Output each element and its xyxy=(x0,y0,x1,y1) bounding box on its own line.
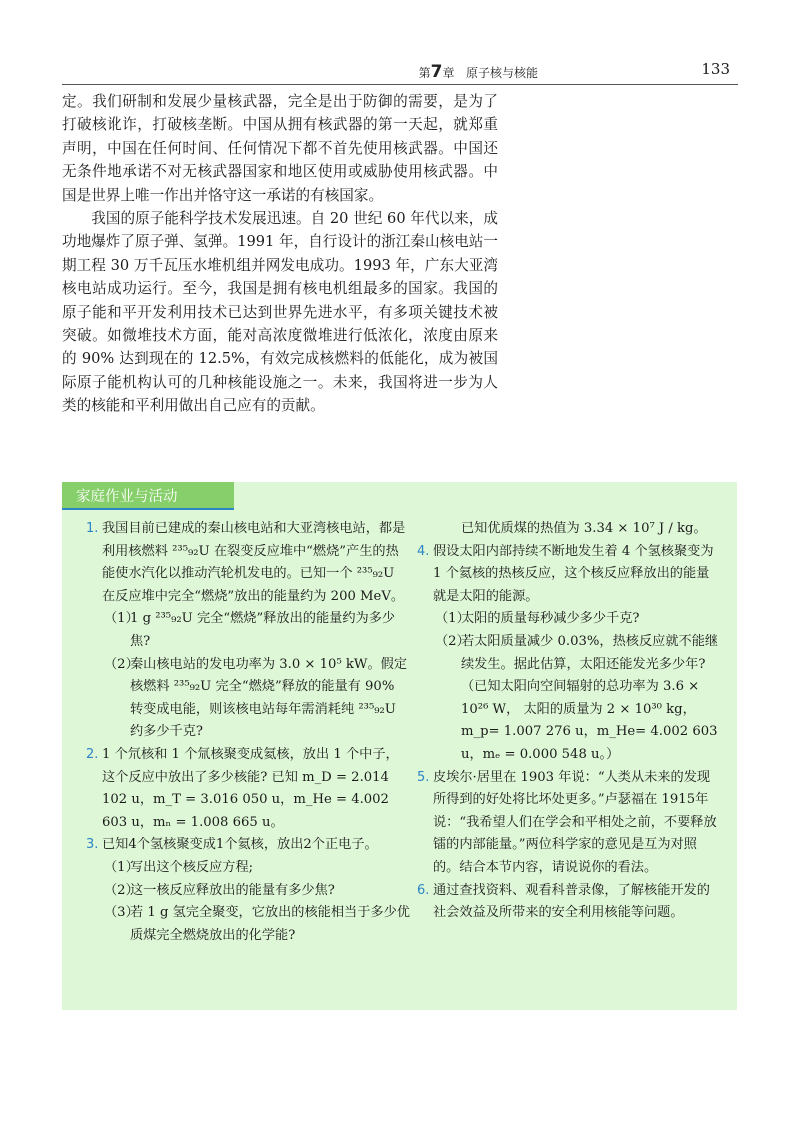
sub-question xyxy=(417,631,720,767)
question-2 xyxy=(86,744,411,834)
sub-question-text: 写出这个核反应方程; xyxy=(130,859,254,875)
sub-question-number: （2） xyxy=(104,882,139,898)
homework-activity-box xyxy=(62,482,737,1010)
question-text: 已知4个氢核聚变成1个氦核，放出2个正电子。 xyxy=(102,837,378,853)
continuation-text: 已知优质煤的热值为 3.34 × 10⁷ J / kg。 xyxy=(461,521,707,536)
sub-question xyxy=(86,654,411,744)
question-number: 5. xyxy=(417,769,430,785)
sub-question-text: 若太阳质量减少 0.03%，热核反应就不能继续发生。据此估算，太阳还能发光多少年? （已知太阳向空间辐射的总功率为 3.6 × 10²⁶ W， 太阳的质量为 2 × 10³⁰ kg，m_p= 1.007 276 u，m_He= 4.002 603 u，mₑ = 0.000 548 u。） xyxy=(461,633,719,762)
question-number: 6. xyxy=(417,882,430,898)
right-column xyxy=(417,518,720,925)
sub-question-number: （2） xyxy=(104,656,139,672)
paragraph: 我国的原子能科学技术发展迅速。自 20 世纪 60 年代以来，成功地爆炸了原子弹、氢弹。1991 年，自行设计的浙江秦山核电站一期工程 30 万千瓦压水堆机组并网发电成功。1993 年，广东大亚湾核电站成功运行。至今，我国是拥有核电机组最多的国家。我国的原子能和平开发利用技术已达到世界先进水平，有多项关键技术被突破。如微堆技术方面，能对高浓度微堆进行低浓化，浓度由原来的 90% 达到现在的 12.5%，有效完成核燃料的低能化，成为被国际原子能机构认可的几种核能设施之一。未来，我国将进一步为人类的核能和平利用做出自己应有的贡献。 xyxy=(62,210,498,415)
question-number: 1. xyxy=(86,521,99,536)
sub-question-continuation xyxy=(417,518,720,541)
sub-question-text: 若 1 g 氢完全聚变，它放出的核能相当于多少优质煤完全燃烧放出的化学能? xyxy=(130,905,410,943)
question-number: 3. xyxy=(86,837,99,853)
question-3 xyxy=(86,834,411,857)
chapter-suffix: 章 xyxy=(442,66,455,80)
sub-question xyxy=(86,608,411,653)
question-text: 1 个氘核和 1 个氚核聚变成氦核，放出 1 个中子，这个反应中放出了多少核能? 已知 m_D = 2.014 102 u，m_T = 3.016 050 u，m_He = 4.002 603 u，mₙ = 1.008 665 u。 xyxy=(102,746,399,830)
sub-question xyxy=(86,857,411,880)
chapter-title: 原子核与核能 xyxy=(465,66,538,80)
section-banner xyxy=(62,482,234,508)
paragraph: 定。我们研制和发展少量核武器，完全是出于防御的需要，是为了打破核讹诈，打破核垄断。中国从拥有核武器的第一天起，就郑重声明，中国在任何时间、任何情况下都不首先使用核武器。中国还无条件地承诺不对无核武器国家和地区使用或威胁使用核武器。中国是世界上唯一作出并恪守这一承诺的有核国家。 xyxy=(62,93,498,204)
banner-underline xyxy=(62,508,234,510)
sub-question-text: 太阳的质量每秒减少多少千克? xyxy=(461,611,640,627)
sub-question-number: （2） xyxy=(435,633,470,649)
question-5 xyxy=(417,767,720,880)
sub-question-text: 秦山核电站的发电功率为 3.0 × 10⁵ kW。假定核燃料 ²³⁵₉₂U 完全“燃烧”释放的能量有 90% 转变成电能，则该核电站每年需消耗纯 ²³⁵₉₂U 约多少千克? xyxy=(130,656,408,740)
sub-question-text: 1 g ²³⁵₉₂U 完全“燃烧”释放出的能量约为多少焦? xyxy=(130,611,396,649)
question-1 xyxy=(86,518,411,608)
sub-question-number: （1） xyxy=(435,611,470,627)
question-text: 假设太阳内部持续不断地发生着 4 个氢核聚变为 1 个氦核的热核反应，这个核反应释放出的能量就是太阳的能源。 xyxy=(433,543,714,604)
chapter-number: 7 xyxy=(430,62,443,82)
question-text: 通过查找资料、观看科普录像，了解核能开发的社会效益及所带来的安全利用核能等问题。 xyxy=(433,882,710,921)
sub-question xyxy=(86,880,411,903)
question-text: 我国目前已建成的秦山核电站和大亚湾核电站，都是利用核燃料 ²³⁵₉₂U 在裂变反应堆中“燃烧”产生的热能使水汽化以推动汽轮机发电的。已知一个 ²³⁵₉₂U 在反应堆中完全“燃烧”放出的能量约为 200 MeV。 xyxy=(102,521,406,604)
sub-question-text: 这一核反应释放出的能量有多少焦? xyxy=(130,882,335,898)
chapter-heading xyxy=(419,62,538,82)
sub-question-number: （1） xyxy=(104,611,139,627)
sub-question xyxy=(86,902,411,947)
left-column xyxy=(86,518,411,947)
question-6 xyxy=(417,880,720,925)
sub-question-number: （3） xyxy=(104,905,139,921)
question-4 xyxy=(417,541,720,609)
page-number: 133 xyxy=(701,60,730,78)
question-text: 皮埃尔·居里在 1903 年说：“人类从未来的发现所得到的好处将比坏处更多。”卢瑟福在 1915年说：“我希望人们在学会和平相处之前，不要释放镭的内部能量。”两位科学家的意见是互为对照的。结合本节内容，请说说你的看法。 xyxy=(433,769,717,875)
sub-question xyxy=(417,608,720,631)
chapter-prefix: 第 xyxy=(418,66,431,80)
body-text xyxy=(62,90,498,418)
sub-question-number: （1） xyxy=(104,859,139,875)
section-title: 家庭作业与活动 xyxy=(76,489,178,505)
question-number: 2. xyxy=(86,746,99,762)
question-number: 4. xyxy=(417,543,430,559)
page-header xyxy=(62,58,738,85)
